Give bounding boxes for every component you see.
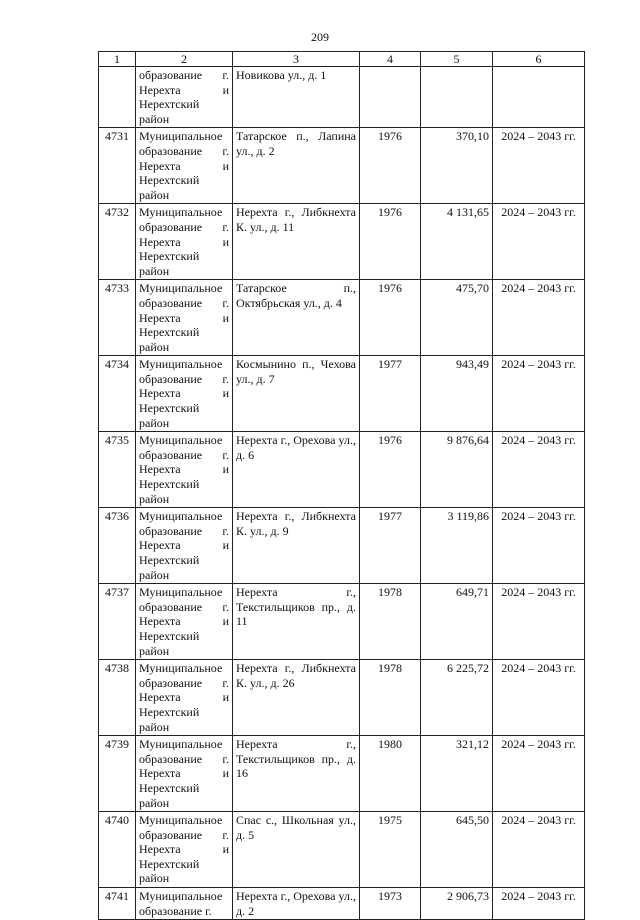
cell-period: 2024 – 2043 гг.	[493, 584, 585, 660]
cell-address: Нерехта г., Либкнехта К. ул., д. 11	[233, 204, 360, 280]
cell-number: 4735	[99, 432, 136, 508]
column-header-4: 4	[360, 52, 421, 67]
cell-number: 4737	[99, 584, 136, 660]
cell-year: 1976	[360, 128, 421, 204]
cell-period: 2024 – 2043 гг.	[493, 812, 585, 888]
cell-period: 2024 – 2043 гг.	[493, 736, 585, 812]
cell-period	[493, 67, 585, 128]
cell-value: 3 119,86	[421, 508, 493, 584]
cell-municipality: образование г. Нерехта и Нерехтский район	[136, 67, 233, 128]
column-header-2: 2	[136, 52, 233, 67]
cell-address: Нерехта г., Орехова ул., д. 2	[233, 888, 360, 920]
cell-municipality: Муниципальное образование г. Нерехта и Нерехтский район	[136, 432, 233, 508]
cell-value	[421, 67, 493, 128]
cell-number: 4731	[99, 128, 136, 204]
column-header-6: 6	[493, 52, 585, 67]
cell-year: 1976	[360, 432, 421, 508]
cell-period: 2024 – 2043 гг.	[493, 660, 585, 736]
column-header-1: 1	[99, 52, 136, 67]
cell-municipality: Муниципальное образование г. Нерехта и Нерехтский район	[136, 660, 233, 736]
cell-value: 9 876,64	[421, 432, 493, 508]
cell-number: 4740	[99, 812, 136, 888]
cell-municipality: Муниципальное образование г.	[136, 888, 233, 920]
page-number: 209	[311, 30, 329, 44]
cell-year: 1975	[360, 812, 421, 888]
cell-municipality: Муниципальное образование г. Нерехта и Нерехтский район	[136, 356, 233, 432]
cell-address: Спас с., Школьная ул., д. 5	[233, 812, 360, 888]
cell-municipality: Муниципальное образование г. Нерехта и Нерехтский район	[136, 204, 233, 280]
cell-number: 4736	[99, 508, 136, 584]
cell-period: 2024 – 2043 гг.	[493, 128, 585, 204]
cell-address: Нерехта г., Текстильщиков пр., д. 11	[233, 584, 360, 660]
cell-number: 4738	[99, 660, 136, 736]
column-header-3: 3	[233, 52, 360, 67]
cell-number: 4733	[99, 280, 136, 356]
table-row	[99, 280, 585, 356]
cell-address: Татарское п., Лапина ул., д. 2	[233, 128, 360, 204]
cell-period: 2024 – 2043 гг.	[493, 280, 585, 356]
cell-period: 2024 – 2043 гг.	[493, 204, 585, 280]
table-row	[99, 432, 585, 508]
cell-municipality: Муниципальное образование г. Нерехта и Нерехтский район	[136, 812, 233, 888]
cell-municipality: Муниципальное образование г. Нерехта и Нерехтский район	[136, 508, 233, 584]
table-row-last	[99, 888, 585, 920]
table-row	[99, 128, 585, 204]
cell-municipality: Муниципальное образование г. Нерехта и Нерехтский район	[136, 584, 233, 660]
cell-number	[99, 67, 136, 128]
cell-municipality: Муниципальное образование г. Нерехта и Нерехтский район	[136, 736, 233, 812]
cell-number: 4732	[99, 204, 136, 280]
cell-value: 6 225,72	[421, 660, 493, 736]
header-row	[99, 52, 585, 67]
cell-year	[360, 67, 421, 128]
cell-address: Нерехта г., Текстильщиков пр., д. 16	[233, 736, 360, 812]
table-body	[99, 67, 585, 920]
cell-municipality: Муниципальное образование г. Нерехта и Нерехтский район	[136, 280, 233, 356]
table-row	[99, 508, 585, 584]
cell-year: 1978	[360, 660, 421, 736]
cell-address: Космынино п., Чехова ул., д. 7	[233, 356, 360, 432]
cell-number: 4734	[99, 356, 136, 432]
cell-municipality: Муниципальное образование г. Нерехта и Нерехтский район	[136, 128, 233, 204]
table-row	[99, 736, 585, 812]
cell-year: 1976	[360, 204, 421, 280]
cell-value: 649,71	[421, 584, 493, 660]
cell-period: 2024 – 2043 гг.	[493, 432, 585, 508]
cell-value: 645,50	[421, 812, 493, 888]
cell-address: Татарское п., Октябрьская ул., д. 4	[233, 280, 360, 356]
cell-address: Нерехта г., Либкнехта К. ул., д. 26	[233, 660, 360, 736]
cell-value: 370,10	[421, 128, 493, 204]
cell-period: 2024 – 2043 гг.	[493, 508, 585, 584]
cell-year: 1976	[360, 280, 421, 356]
cell-address: Нерехта г., Либкнехта К. ул., д. 9	[233, 508, 360, 584]
cell-value: 2 906,73	[421, 888, 493, 920]
cell-address: Нерехта г., Орехова ул., д. 6	[233, 432, 360, 508]
cell-year: 1978	[360, 584, 421, 660]
cell-value: 475,70	[421, 280, 493, 356]
cell-year: 1977	[360, 508, 421, 584]
cell-number: 4741	[99, 888, 136, 920]
table-row	[99, 812, 585, 888]
cell-value: 4 131,65	[421, 204, 493, 280]
column-header-5: 5	[421, 52, 493, 67]
cell-value: 943,49	[421, 356, 493, 432]
table-row	[99, 660, 585, 736]
cell-period: 2024 – 2043 гг.	[493, 356, 585, 432]
cell-value: 321,12	[421, 736, 493, 812]
table-row-continuation	[99, 67, 585, 128]
cell-year: 1973	[360, 888, 421, 920]
cell-number: 4739	[99, 736, 136, 812]
table-row	[99, 356, 585, 432]
housing-register-table	[98, 51, 585, 920]
cell-year: 1980	[360, 736, 421, 812]
cell-address: Новикова ул., д. 1	[233, 67, 360, 128]
table-row	[99, 204, 585, 280]
cell-year: 1977	[360, 356, 421, 432]
cell-period: 2024 – 2043 гг.	[493, 888, 585, 920]
table-row	[99, 584, 585, 660]
table-header	[99, 52, 585, 67]
